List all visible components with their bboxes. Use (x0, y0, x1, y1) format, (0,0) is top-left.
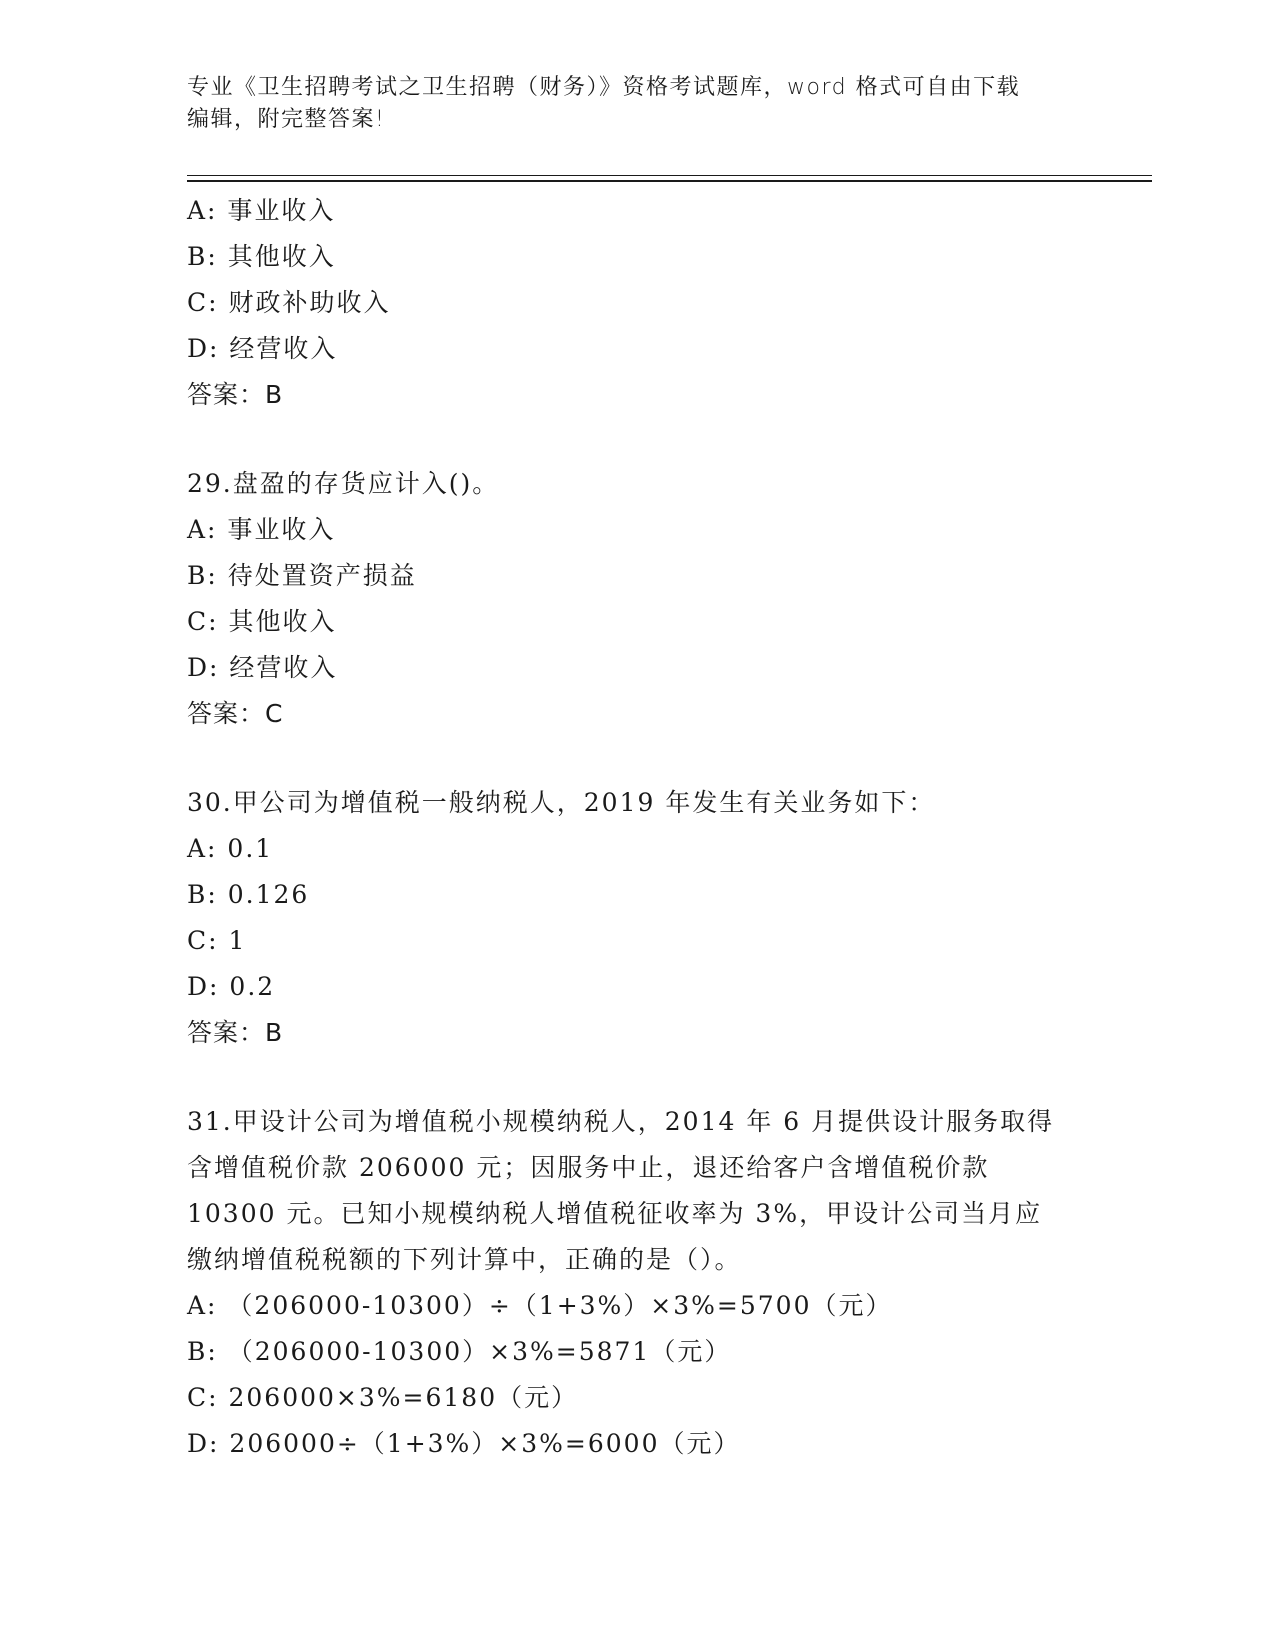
question-title-line-1: 31.甲设计公司为增值税小规模纳税人，2014 年 6 月提供设计服务取得 (187, 1107, 1055, 1136)
question-title: 30.甲公司为增值税一般纳税人，2019 年发生有关业务如下： (187, 788, 936, 817)
question-title-line-2: 含增值税价款 206000 元；因服务中止，退还给客户含增值税价款 (187, 1153, 990, 1182)
option-d: D: 206000÷（1+3%）×3%=6000（元） (187, 1429, 741, 1458)
option-d: D: 经营收入 (187, 334, 338, 363)
option-b: B: 待处置资产损益 (187, 561, 417, 590)
option-b: B: 0.126 (187, 880, 310, 909)
page-header (187, 72, 1087, 136)
answer: 答案：B (187, 1018, 284, 1047)
question-block-30 (187, 780, 1087, 1056)
question-title-line-3: 10300 元。已知小规模纳税人增值税征收率为 3%，甲设计公司当月应 (187, 1199, 1043, 1228)
option-a: A: 0.1 (187, 834, 274, 863)
header-line-1: 专业《卫生招聘考试之卫生招聘（财务）》资格考试题库，word 格式可自由下载 (187, 75, 1021, 100)
option-b: B: 其他收入 (187, 242, 336, 271)
answer: 答案：B (187, 380, 284, 409)
option-c: C: 其他收入 (187, 607, 337, 636)
option-a: A: （206000-10300）÷（1+3%）×3%=5700（元） (187, 1291, 893, 1320)
header-line-2: 编辑，附完整答案! (187, 107, 386, 132)
option-c: C: 206000×3%=6180（元） (187, 1383, 579, 1412)
question-title: 29.盘盈的存货应计入()。 (187, 469, 500, 498)
option-d: D: 经营收入 (187, 653, 338, 682)
question-block-29 (187, 461, 1087, 737)
header-divider-bottom (187, 180, 1152, 182)
option-b: B: （206000-10300）×3%=5871（元） (187, 1337, 732, 1366)
question-block-31 (187, 1099, 1087, 1467)
question-block-28 (187, 188, 1087, 418)
option-a: A: 事业收入 (187, 196, 336, 225)
option-c: C: 财政补助收入 (187, 288, 391, 317)
option-c: C: 1 (187, 926, 247, 955)
question-list (187, 188, 1087, 1467)
option-d: D: 0.2 (187, 972, 276, 1001)
header-divider-top (187, 175, 1152, 176)
question-title-line-4: 缴纳增值税税额的下列计算中，正确的是（）。 (187, 1245, 742, 1274)
option-a: A: 事业收入 (187, 515, 336, 544)
answer: 答案：C (187, 699, 284, 728)
